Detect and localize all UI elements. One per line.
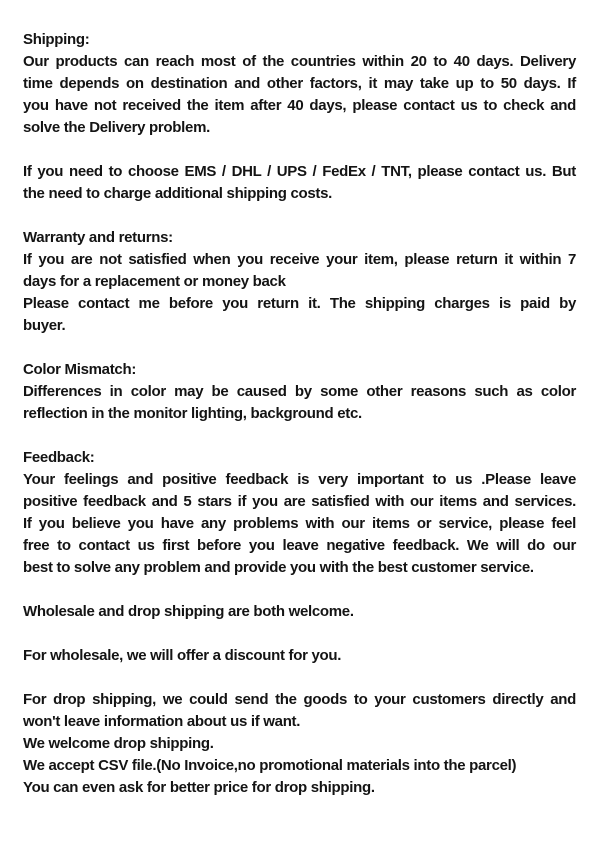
text-line: positive feedback and 5 stars if you are satisfied with our items and services. bbox=[23, 493, 576, 510]
drop-shipping-details-paragraph-2 bbox=[23, 733, 576, 755]
text-line: If you believe you have any problems with our items or service, please feel bbox=[23, 515, 576, 532]
text-line: We accept CSV file.(No Invoice,no promotional materials into the parcel) bbox=[23, 757, 517, 774]
wholesale-discount-paragraph-1 bbox=[23, 645, 576, 667]
text-line: best to solve any problem and provide you with the best customer service. bbox=[23, 559, 534, 576]
shipping-paragraph-1 bbox=[23, 51, 576, 139]
color-mismatch-heading: Color Mismatch: bbox=[23, 361, 137, 378]
text-line: won't leave information about us if want. bbox=[23, 713, 301, 730]
shipping-section bbox=[23, 29, 576, 139]
warranty-and-returns-paragraph-1 bbox=[23, 249, 576, 293]
text-line: buyer. bbox=[23, 317, 66, 334]
shipping-heading: Shipping: bbox=[23, 31, 90, 48]
text-line: solve the Delivery problem. bbox=[23, 119, 210, 136]
wholesale-discount-section bbox=[23, 645, 576, 667]
text-line: Our products can reach most of the countries within 20 to 40 days. Delivery bbox=[23, 53, 576, 70]
warranty-and-returns-section bbox=[23, 227, 576, 337]
text-line: Please contact me before you return it. The shipping charges is paid by bbox=[23, 295, 576, 312]
text-line: Differences in color may be caused by some other reasons such as color bbox=[23, 383, 576, 400]
feedback-section bbox=[23, 447, 576, 579]
text-line: Wholesale and drop shipping are both welcome. bbox=[23, 603, 354, 620]
text-line: We welcome drop shipping. bbox=[23, 735, 214, 752]
drop-shipping-details-section bbox=[23, 689, 576, 799]
text-line: days for a replacement or money back bbox=[23, 273, 286, 290]
text-line: time depends on destination and other factors, it may take up to 50 days. If bbox=[23, 75, 576, 92]
express-couriers-note-paragraph-1 bbox=[23, 161, 576, 205]
text-line: If you are not satisfied when you receive your item, please return it within 7 bbox=[23, 251, 576, 268]
drop-shipping-details-paragraph-4 bbox=[23, 777, 576, 799]
wholesale-dropshipping-welcome-paragraph-1 bbox=[23, 601, 576, 623]
color-mismatch-paragraph-1 bbox=[23, 381, 576, 425]
drop-shipping-details-paragraph-1 bbox=[23, 689, 576, 733]
text-line: You can even ask for better price for drop shipping. bbox=[23, 779, 375, 796]
text-line: Your feelings and positive feedback is very important to us .Please leave bbox=[23, 471, 576, 488]
text-line: free to contact us first before you leave negative feedback. We will do our bbox=[23, 537, 576, 554]
text-line: For wholesale, we will offer a discount for you. bbox=[23, 647, 342, 664]
text-line: the need to charge additional shipping costs. bbox=[23, 185, 333, 202]
feedback-paragraph-1 bbox=[23, 469, 576, 579]
express-couriers-note-section bbox=[23, 161, 576, 205]
color-mismatch-section bbox=[23, 359, 576, 425]
text-line: If you need to choose EMS / DHL / UPS / FedEx / TNT, please contact us. But bbox=[23, 163, 576, 180]
wholesale-dropshipping-welcome-section bbox=[23, 601, 576, 623]
feedback-heading: Feedback: bbox=[23, 449, 95, 466]
warranty-and-returns-heading: Warranty and returns: bbox=[23, 229, 173, 246]
text-line: reflection in the monitor lighting, background etc. bbox=[23, 405, 362, 422]
warranty-and-returns-paragraph-2 bbox=[23, 293, 576, 337]
text-line: you have not received the item after 40 days, please contact us to check and bbox=[23, 97, 576, 114]
drop-shipping-details-paragraph-3 bbox=[23, 755, 576, 777]
text-line: For drop shipping, we could send the goods to your customers directly and bbox=[23, 691, 576, 708]
